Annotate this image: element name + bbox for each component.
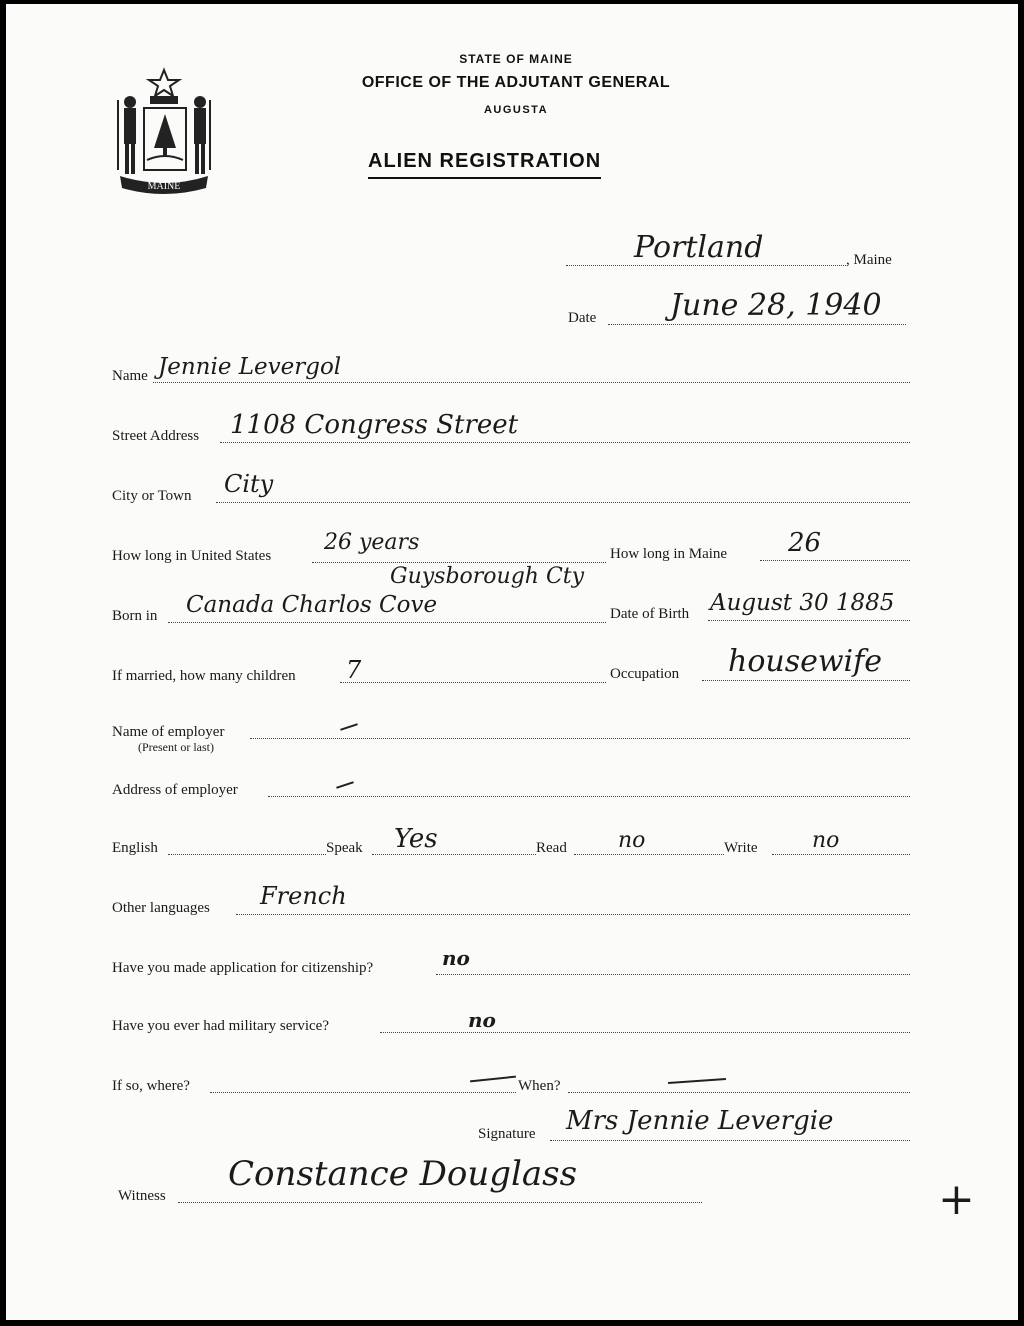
how-long-maine-label: How long in Maine	[610, 546, 728, 562]
write-value: no	[812, 828, 840, 853]
when-dash-mark	[668, 1078, 726, 1084]
witness-line	[178, 1202, 702, 1203]
state-heading: STATE OF MAINE	[459, 52, 573, 66]
how-long-us-label: How long in United States	[112, 548, 272, 564]
corner-cross-mark: +	[938, 1174, 975, 1225]
how-long-maine-value: 26	[788, 528, 822, 558]
write-label: Write	[724, 840, 758, 856]
when-label: When?	[518, 1078, 561, 1094]
office-heading: OFFICE OF THE ADJUTANT GENERAL	[361, 74, 671, 91]
employer-address-label: Address of employer	[112, 782, 238, 798]
citizenship-value: no	[442, 946, 470, 970]
date-label: Date	[568, 310, 597, 326]
place-line	[566, 265, 846, 266]
read-value: no	[618, 828, 646, 853]
employer-dash-mark	[340, 723, 358, 730]
write-line	[772, 854, 910, 855]
date-line	[608, 324, 906, 325]
citizenship-line	[436, 974, 910, 975]
other-languages-value: French	[260, 882, 347, 910]
seal-label: MAINE	[147, 181, 181, 192]
military-label: Have you ever had military service?	[112, 1018, 329, 1034]
english-label: English	[112, 840, 158, 856]
other-languages-line	[236, 914, 910, 915]
signature-label: Signature	[478, 1126, 536, 1142]
born-in-county-value: Guysborough Cty	[390, 564, 585, 589]
speak-value: Yes	[394, 824, 438, 854]
city-value: City	[224, 470, 274, 498]
how-long-us-line	[312, 562, 606, 563]
employer-address-dash-mark	[336, 781, 354, 788]
form-title: ALIEN REGISTRATION	[368, 150, 601, 179]
date-value: June 28, 1940	[670, 288, 882, 323]
born-in-label: Born in	[112, 608, 158, 624]
employer-address-line	[268, 796, 910, 797]
speak-label: Speak	[326, 840, 363, 856]
military-line	[380, 1032, 910, 1033]
how-long-us-value: 26 years	[324, 530, 420, 555]
where-dash-mark	[470, 1076, 516, 1083]
dob-line	[708, 620, 910, 621]
place-value: Portland	[634, 230, 764, 265]
citizenship-label: Have you made application for citizenship?	[112, 960, 374, 976]
street-line	[220, 442, 910, 443]
children-label: If married, how many children	[112, 668, 296, 684]
where-line	[210, 1092, 516, 1093]
city-heading: AUGUSTA	[483, 104, 549, 116]
how-long-maine-line	[760, 560, 910, 561]
english-line	[168, 854, 326, 855]
city-line	[216, 502, 910, 503]
employer-label: Name of employer	[112, 724, 225, 740]
speak-line	[372, 854, 536, 855]
dob-label: Date of Birth	[610, 606, 690, 622]
where-label: If so, where?	[112, 1078, 190, 1094]
street-label: Street Address	[112, 428, 200, 444]
employer-note: (Present or last)	[138, 740, 214, 754]
dob-value: August 30 1885	[710, 590, 895, 616]
occupation-label: Occupation	[610, 666, 680, 682]
other-languages-label: Other languages	[112, 900, 210, 916]
children-line	[340, 682, 606, 683]
read-line	[574, 854, 724, 855]
registration-form	[6, 4, 1018, 1320]
occupation-line	[702, 680, 910, 681]
signature-value: Mrs Jennie Levergie	[566, 1106, 834, 1136]
name-label: Name	[112, 368, 148, 384]
children-value: 7	[346, 656, 362, 684]
maine-state-seal	[110, 66, 218, 196]
when-line	[568, 1092, 910, 1093]
read-label: Read	[536, 840, 567, 856]
military-value: no	[468, 1008, 496, 1032]
employer-line	[250, 738, 910, 739]
name-value: Jennie Levergol	[158, 354, 342, 380]
born-in-line	[168, 622, 606, 623]
city-label: City or Town	[112, 488, 192, 504]
witness-value: Constance Douglass	[228, 1154, 578, 1194]
street-value: 1108 Congress Street	[230, 410, 519, 440]
signature-line	[550, 1140, 910, 1141]
occupation-value: housewife	[728, 644, 882, 679]
maine-label: , Maine	[846, 252, 892, 268]
born-in-value: Canada Charlos Cove	[186, 592, 438, 618]
name-line	[153, 382, 910, 383]
witness-label: Witness	[118, 1188, 166, 1204]
